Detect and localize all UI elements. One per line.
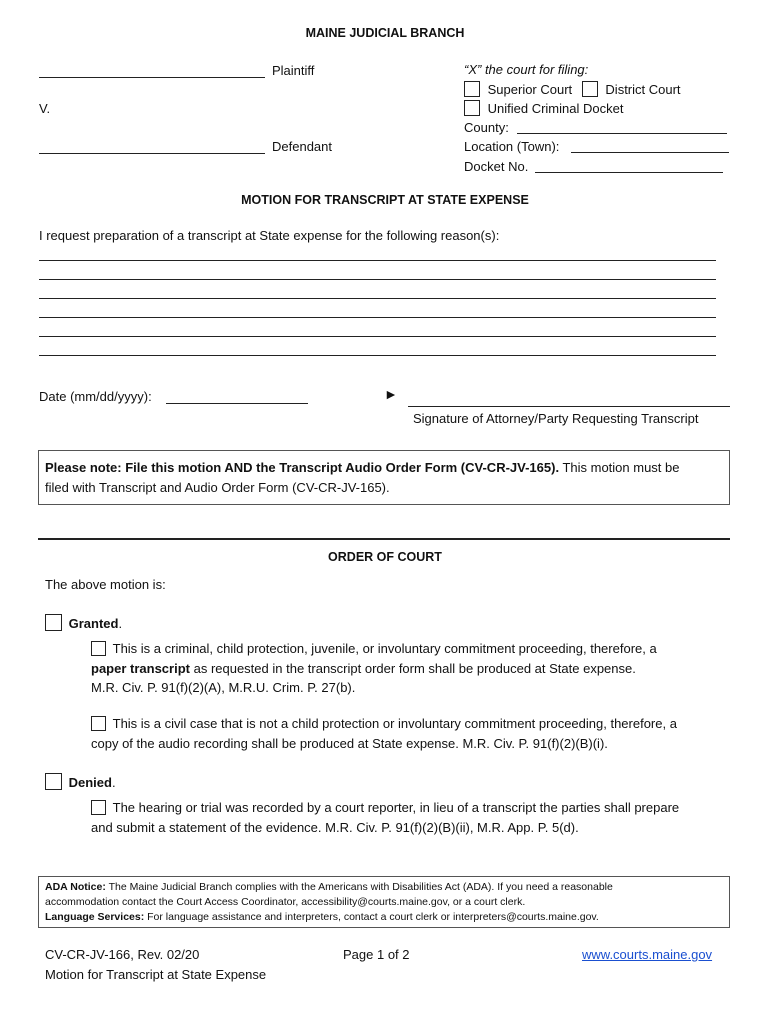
granted-row: Granted. [45, 614, 122, 631]
page-title: MAINE JUDICIAL BRANCH [305, 26, 465, 40]
district-court-checkbox[interactable] [582, 81, 598, 97]
defendant-name-field[interactable] [39, 153, 265, 154]
unified-docket-checkbox[interactable] [464, 100, 480, 116]
denied-label: Denied [68, 775, 112, 790]
superior-court-label: Superior Court [487, 82, 573, 97]
ada-text-1: The Maine Judicial Branch complies with the Americans with Disabilities Act (ADA). If you need a reasonable [105, 881, 613, 893]
ada-notice-box [38, 876, 730, 928]
versus-label: V. [39, 101, 51, 116]
unified-docket-label: Unified Criminal Docket [487, 101, 624, 116]
signature-field[interactable] [408, 406, 730, 407]
docket-label: Docket No. [464, 159, 529, 174]
county-label: County: [464, 120, 509, 135]
order-title: ORDER OF COURT [328, 550, 442, 564]
reason-line-5[interactable] [39, 336, 716, 337]
option1-text-1: This is a criminal, child protection, juvenile, or involuntary commitment proceeding, therefore, a [112, 641, 657, 656]
reason-line-6[interactable] [39, 355, 716, 356]
criminal-option-checkbox[interactable] [91, 641, 106, 656]
motion-title: MOTION FOR TRANSCRIPT AT STATE EXPENSE [241, 193, 529, 207]
note-bold-text: Please note: File this motion AND the Transcript Audio Order Form (CV-CR-JV-165). [45, 460, 560, 475]
granted-label: Granted [68, 616, 119, 631]
county-field[interactable] [517, 133, 727, 134]
signature-arrow-icon: ► [384, 386, 398, 402]
language-line [45, 911, 599, 923]
note-box [38, 450, 730, 505]
plaintiff-label: Plaintiff [272, 63, 315, 78]
note-line-2: filed with Transcript and Audio Order Form (CV-CR-JV-165). [45, 480, 390, 495]
plaintiff-name-field[interactable] [39, 77, 265, 78]
reason-line-2[interactable] [39, 279, 716, 280]
language-text: For language assistance and interpreters, contact a court clerk or interpreters@courts.maine.gov. [144, 911, 599, 923]
ada-label: ADA Notice: [45, 881, 106, 893]
courts-website-link[interactable]: www.courts.maine.gov [582, 947, 713, 962]
signature-label: Signature of Attorney/Party Requesting Transcript [413, 411, 699, 426]
date-field[interactable] [166, 403, 308, 404]
superior-court-checkbox[interactable] [464, 81, 480, 97]
granted-checkbox[interactable] [45, 614, 62, 631]
civil-option-checkbox[interactable] [91, 716, 106, 731]
docket-field[interactable] [535, 172, 723, 173]
reason-line-4[interactable] [39, 317, 716, 318]
reason-line-3[interactable] [39, 298, 716, 299]
ada-line-1 [45, 881, 613, 893]
note-rest-text: This motion must be [559, 460, 680, 475]
option1-text-2: as requested in the transcript order form shall be produced at State expense. [189, 661, 636, 676]
language-label: Language Services: [45, 911, 145, 923]
defendant-label: Defendant [272, 139, 332, 154]
location-field[interactable] [571, 152, 729, 153]
option3-text-1: The hearing or trial was recorded by a court reporter, in lieu of a transcript the parties shall prepare [112, 800, 680, 815]
court-reporter-option-checkbox[interactable] [91, 800, 106, 815]
form-name: Motion for Transcript at State Expense [45, 967, 267, 982]
court-instruction: “X” the court for filing: [464, 62, 589, 77]
option3-text-2: and submit a statement of the evidence. M.R. Civ. P. 91(f)(2)(B)(ii), M.R. App. P. 5(d). [91, 820, 579, 835]
denied-row: Denied. [45, 773, 116, 790]
district-court-label: District Court [605, 82, 681, 97]
option1-text-3: M.R. Civ. P. 91(f)(2)(A), M.R.U. Crim. P. 27(b). [91, 680, 356, 695]
option1-line-2 [91, 661, 636, 676]
location-label: Location (Town): [464, 139, 560, 154]
option2-text-1: This is a civil case that is not a child protection or involuntary commitment proceeding, therefore, a [112, 716, 677, 731]
form-id: CV-CR-JV-166, Rev. 02/20 [45, 947, 200, 962]
option3-line-1 [91, 800, 679, 815]
unified-docket-row [464, 100, 623, 116]
denied-checkbox[interactable] [45, 773, 62, 790]
ada-text-2: accommodation contact the Court Access Coordinator, accessibility@courts.maine.gov, or a court clerk. [45, 896, 526, 908]
option2-line-1 [91, 716, 677, 731]
page-number: Page 1 of 2 [343, 947, 410, 962]
note-line-1 [45, 460, 679, 475]
court-options-row [464, 81, 681, 97]
motion-request-text: I request preparation of a transcript at State expense for the following reason(s): [39, 228, 500, 243]
option1-bold: paper transcript [91, 661, 190, 676]
order-divider [38, 538, 730, 540]
option2-text-2: copy of the audio recording shall be produced at State expense. M.R. Civ. P. 91(f)(2)(B)(i). [91, 736, 608, 751]
date-label: Date (mm/dd/yyyy): [39, 389, 152, 404]
reason-line-1[interactable] [39, 260, 716, 261]
option1-line-1 [91, 641, 657, 656]
order-intro: The above motion is: [45, 577, 166, 592]
